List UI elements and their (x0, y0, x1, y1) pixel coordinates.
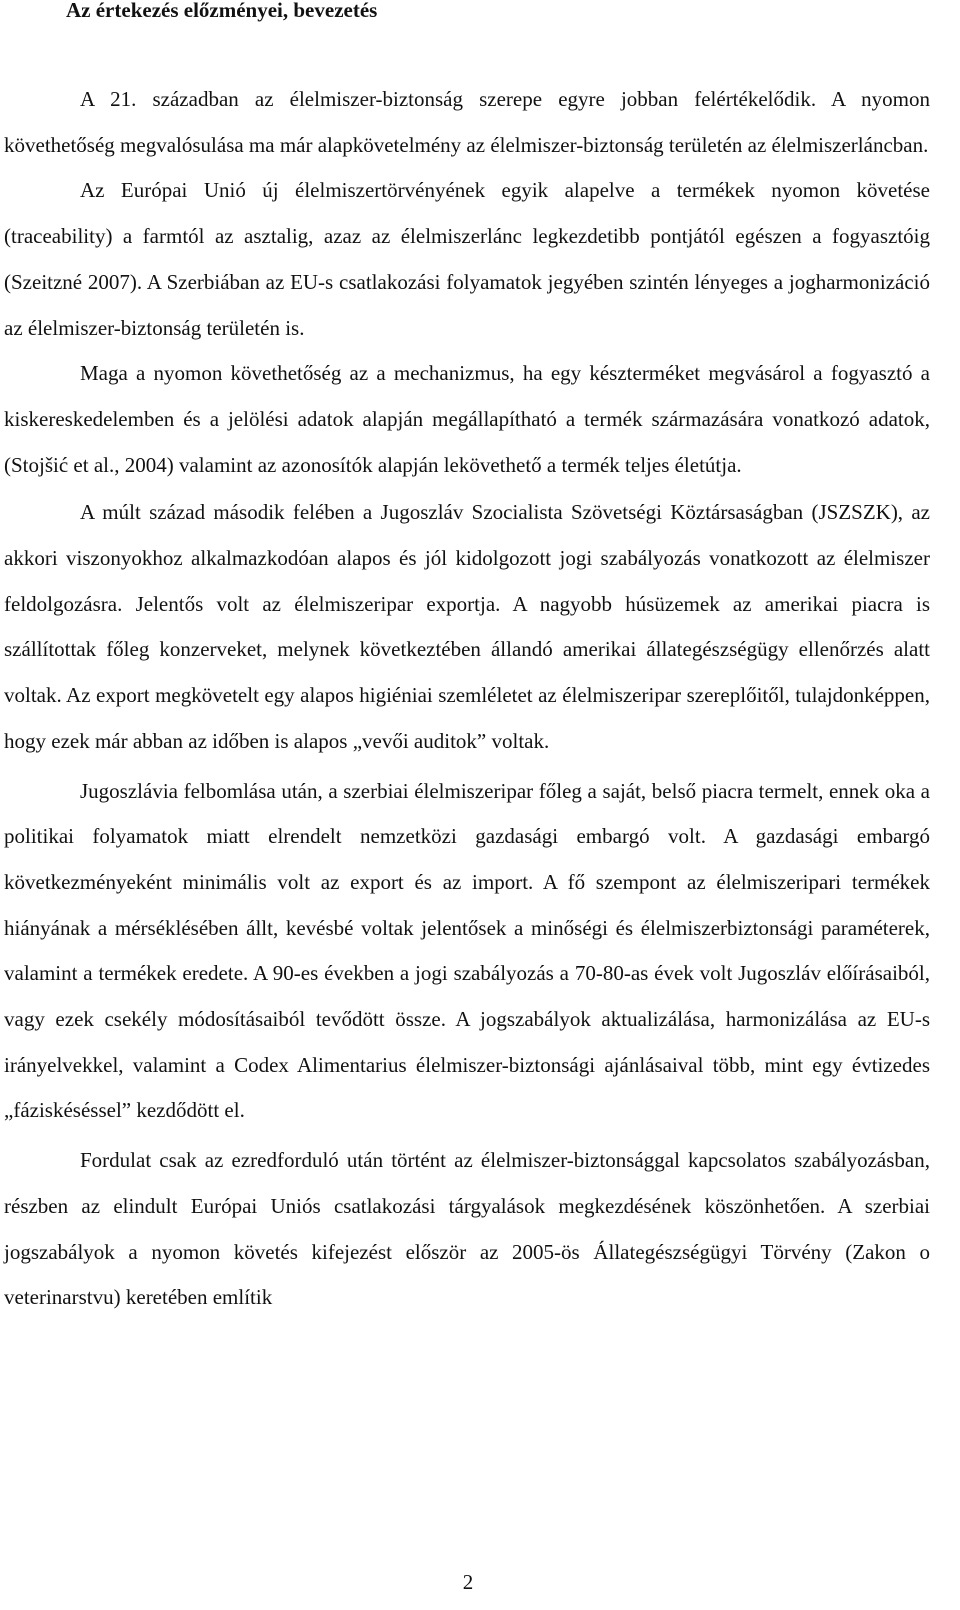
body-text (4, 77, 930, 1321)
paragraph-1: A 21. században az élelmiszer-biztonság szerepe egyre jobban felértékelődik. A nyomon követhetőség megvalósulása ma már alapkövetelmény az élelmiszer-biztonság területén az élelmiszerláncban. (4, 87, 930, 157)
paragraph-3: Maga a nyomon követhetőség az a mechanizmus, ha egy készterméket megvásárol a fogyasztó a kiskereskedelemben és a jelölési adatok alapján megállapítható a termék származására vonatkozó adatok, (Stojšić et al., 2004) valamint az azonosítók alapján lekövethető a termék teljes életútja. (4, 361, 930, 477)
paragraph-5: Jugoszlávia felbomlása után, a szerbiai élelmiszeripar főleg a saját, belső piacra termelt, ennek oka a politikai folyamatok miatt elrendelt nemzetközi gazdasági embargó volt. A gazdasági embargó következményeként minimális volt az export és az import. A fő szempont az élelmiszeripari termékek hiányának a mérséklésében állt, kevésbé voltak jelentősek a minőségi és élelmiszerbiztonsági paraméterek, valamint a termékek eredete. A 90-es években a jogi szabályozás a 70-80-as évek volt Jugoszláv előírásaiból, vagy ezek csekély módosításaiból tevődött össze. A jogszabályok aktualizálása, harmonizálása az EU-s irányelvekkel, valamint a Codex Alimentarius élelmiszer-biztonsági ajánlásaival több, mint egy évtizedes „fáziskéséssel” kezdődött el. (4, 778, 930, 1123)
page-number: 2 (462, 1570, 474, 1594)
paragraph-2: Az Európai Unió új élelmiszertörvényének egyik alapelve a termékek nyomon követése (traceability) a farmtól az asztalig, azaz az élelmiszerlánc legkezdetibb pontjától egészen a fogyasztóig (Szeitzné 2007). A Szerbiában az EU-s csatlakozási folyamatok jegyében szintén lényeges a jogharmonizáció az élelmiszer-biztonság területén is. (4, 178, 930, 340)
paragraph-4: A múlt század második felében a Jugoszláv Szocialista Szövetségi Köztársaságban (JSZSZK), az akkori viszonyokhoz alkalmazkodóan alapos és jól kidolgozott jogi szabályozás vonatkozott az élelmiszer feldolgozásra. Jelentős volt az élelmiszeripar exportja. A nagyobb húsüzemek az amerikai piacra is szállítottak főleg konzerveket, melynek következtében állandó amerikai állategészségügy ellenőrzés alatt voltak. Az export megkövetelt egy alapos higiéniai szemléletet az élelmiszeripar szereplőitől, tulajdonképpen, hogy ezek már abban az időben is alapos „vevői auditok” voltak. (4, 500, 930, 753)
section-heading: Az értekezés előzményei, bevezetés (66, 0, 378, 22)
paragraph-6: Fordulat csak az ezredforduló után történt az élelmiszer-biztonsággal kapcsolatos szabályozásban, részben az elindult Európai Uniós csatlakozási tárgyalások megkezdésének köszönhetően. A szerbiai jogszabályok a nyomon követés kifejezést először az 2005-ös Állategészségügyi Törvény (Zakon o veterinarstvu) keretében említik (4, 1148, 930, 1310)
